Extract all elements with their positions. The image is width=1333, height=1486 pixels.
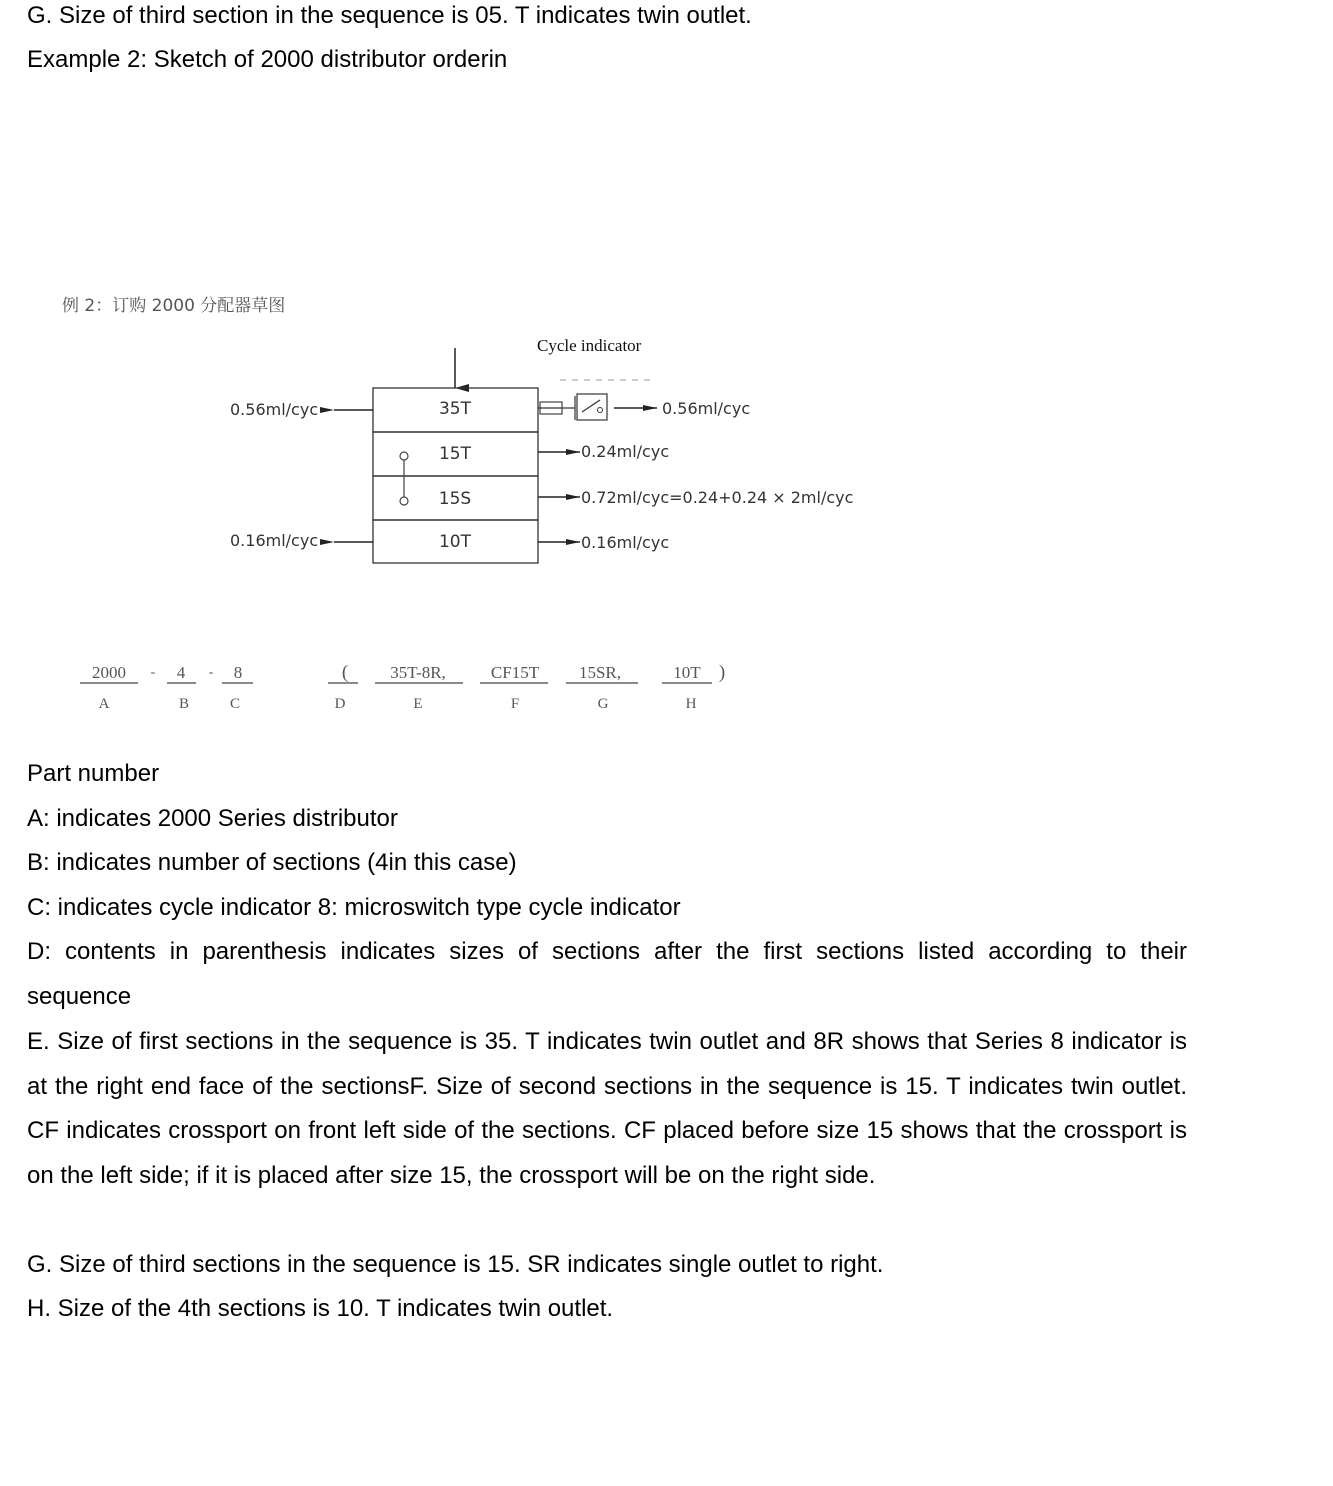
microswitch-icon — [538, 394, 607, 420]
cycle-indicator-label: Cycle indicator — [537, 336, 642, 355]
part-number-code — [80, 662, 725, 712]
code-separator-2: - — [208, 665, 214, 680]
code-part-b: 4 — [176, 663, 186, 682]
code-letter-a: A — [98, 696, 110, 712]
code-part-e: 35T-8R, — [390, 663, 446, 682]
code-letter-d: D — [334, 696, 346, 712]
code-part-d: ( — [341, 662, 349, 683]
code-part-g: 15SR, — [578, 663, 622, 682]
code-letter-b: B — [178, 696, 190, 712]
text-c: C: indicates cycle indicator 8: microswitch type cycle indicator — [27, 894, 681, 921]
text-h: H. Size of the 4th sections is 10. T indicates twin outlet. — [27, 1295, 614, 1322]
code-part-c: 8 — [233, 663, 243, 682]
left-output-top: 0.56ml/cyc — [230, 400, 319, 419]
code-letter-c: C — [229, 696, 241, 712]
text-a: A: indicates 2000 Series distributor — [27, 805, 398, 832]
part-number-heading: Part number — [27, 760, 160, 787]
code-close-paren: ) — [718, 662, 726, 683]
text-d: D: contents in parenthesis indicates sizes of sections after the first sections listed according to their sequence — [27, 938, 1187, 1010]
right-output-1: 0.56ml/cyc — [662, 399, 751, 418]
code-part-f: CF15T — [490, 663, 540, 682]
code-letter-h: H — [685, 696, 697, 712]
example-title: Example 2: Sketch of 2000 distributor orderin — [27, 46, 508, 73]
section-label-2: 15T — [438, 444, 472, 464]
code-letter-f: F — [510, 696, 520, 712]
text-line-g-section: G. Size of third section in the sequence is 05. T indicates twin outlet. — [27, 2, 752, 29]
right-output-2: 0.24ml/cyc — [581, 442, 670, 461]
text-b: B: indicates number of sections (4in this case) — [27, 849, 517, 876]
code-separator-1: - — [150, 665, 156, 680]
code-letter-e: E — [413, 696, 423, 712]
code-part-a: 2000 — [92, 663, 126, 682]
cn-caption: 例 2：订购 2000 分配器草图 — [62, 296, 286, 316]
section-label-4: 10T — [438, 532, 472, 552]
right-output-4: 0.16ml/cyc — [581, 533, 670, 552]
section-label-3: 15S — [438, 489, 472, 509]
text-g: G. Size of third sections in the sequence is 15. SR indicates single outlet to right. — [27, 1251, 884, 1278]
right-output-3: 0.72ml/cyc=0.24+0.24 × 2ml/cyc — [581, 488, 854, 507]
left-output-bottom: 0.16ml/cyc — [230, 531, 319, 550]
text-e: E. Size of first sections in the sequence is 35. T indicates twin outlet and 8R shows that Series 8 indicator is at the right end face of the sectionsF. Size of second sections in the sequence is 15. T indicates twin outlet. CF indicates crossport on front left side of the sections. CF placed before size 15 shows that the crossport is on the left side; if it is placed after size 15, the crossport will be on the right side. — [27, 1028, 1187, 1190]
code-part-h: 10T — [673, 663, 701, 682]
distributor-block — [373, 388, 538, 563]
section-label-1: 35T — [438, 399, 472, 419]
code-letter-g: G — [597, 696, 609, 712]
crossport-icon — [400, 452, 408, 505]
